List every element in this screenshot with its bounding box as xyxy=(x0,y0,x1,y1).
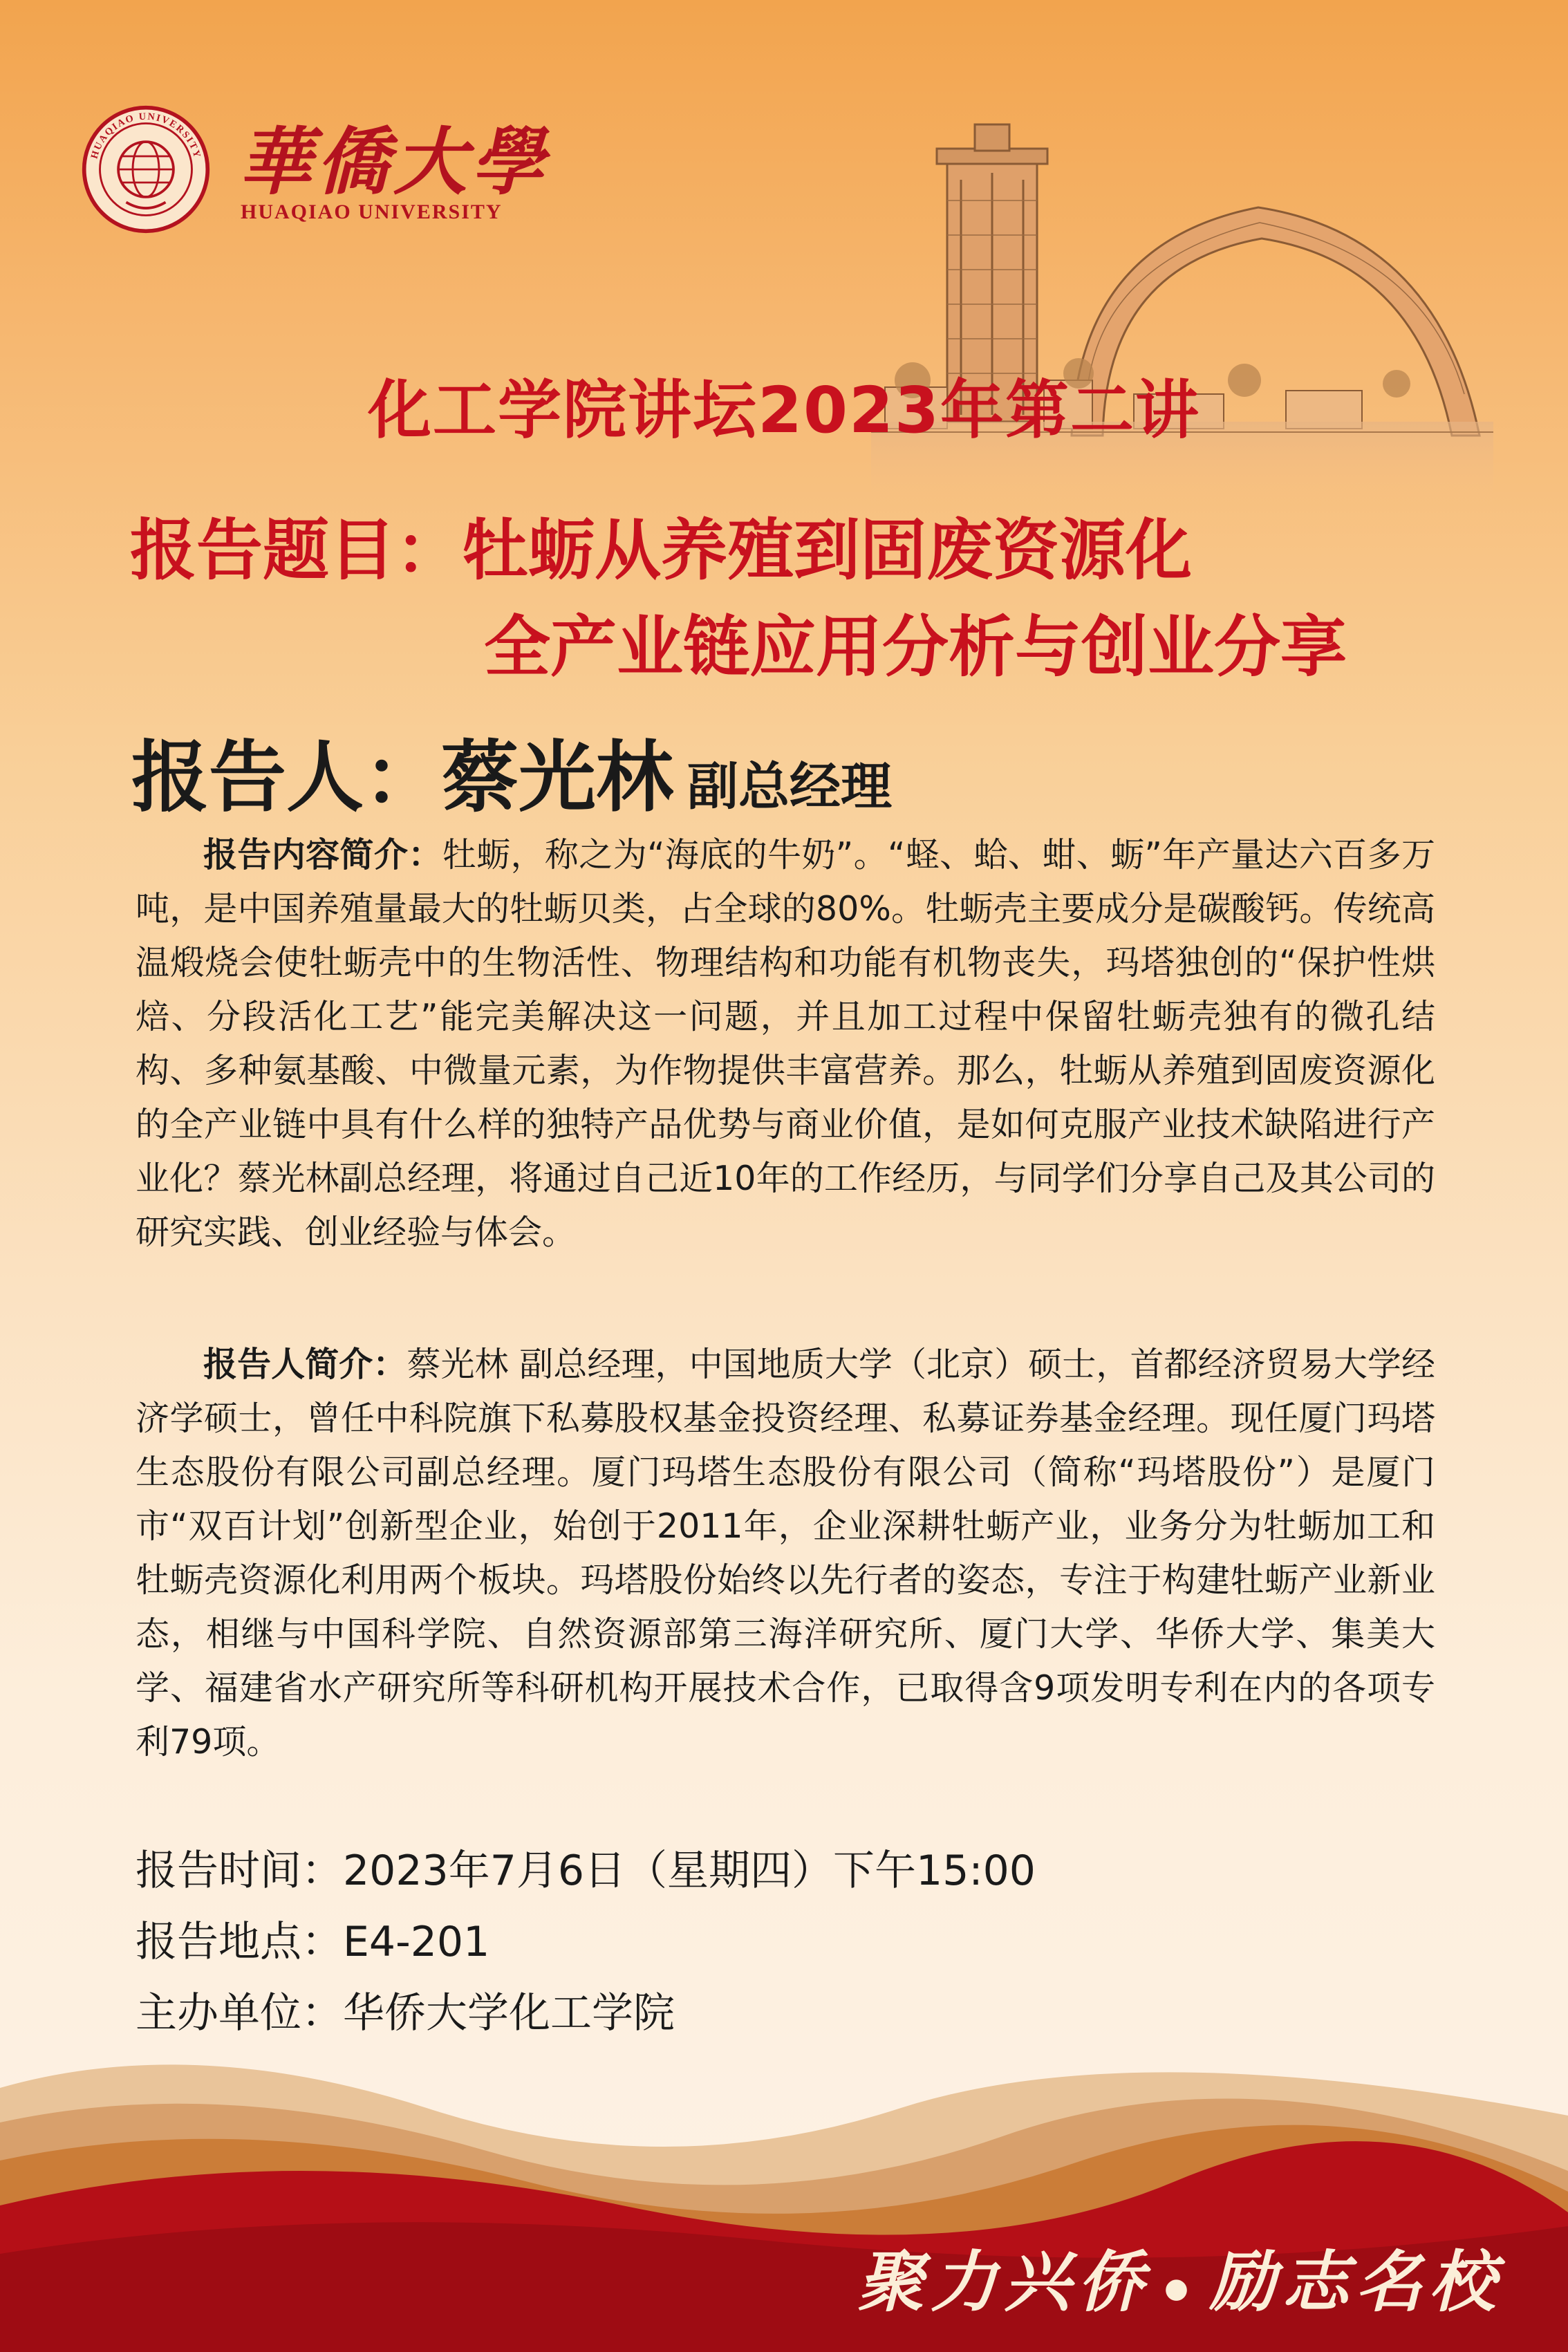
speaker-heading xyxy=(131,716,892,827)
bio-text: 蔡光林 副总经理，中国地质大学（北京）硕士，首都经济贸易大学经济学硕士，曾任中科院旗下私募股权基金投资经理、私募证券基金经理。现任厦门玛塔生态股份有限公司副总经理。厦门玛塔生态股份有限公司（简称“玛塔股份”）是厦门市“双百计划”创新型企业，始创于2011年，企业深耕牡蛎产业，业务分为牡蛎加工和牡蛎壳资源化利用两个板块。玛塔股份始终以先行者的姿态，专注于构建牡蛎产业新业态，相继与中国科学院、自然资源部第三海洋研究所、厦门大学、华侨大学、集美大学、福建省水产研究所等科研机构开展技术合作，已取得含9项发明专利在内的各项专利79项。 xyxy=(136,1345,1435,1762)
bio-label: 报告人简介： xyxy=(203,1345,407,1384)
svg-text:HUAQIAO UNIVERSITY: HUAQIAO UNIVERSITY xyxy=(88,111,203,160)
abstract-text: 牡蛎，称之为“海底的牛奶”。“蛏、蛤、蚶、蛎”年产量达六百多万吨，是中国养殖量最大的牡蛎贝类，占全球的80%。牡蛎壳主要成分是碳酸钙。传统高温煅烧会使牡蛎壳中的生物活性、物理结构和功能有机物丧失，玛塔独创的“保护性烘焙、分段活化工艺”能完美解决这一问题，并且加工过程中保留牡蛎壳独有的微孔结构、多种氨基酸、中微量元素，为作物提供丰富营养。那么，牡蛎从养殖到固废资源化的全产业链中具有什么样的独特产品优势与商业价值，是如何克服产业技术缺陷进行产业化？蔡光林副总经理，将通过自己近10年的工作经历，与同学们分享自己及其公司的研究实践、创业经验与体会。 xyxy=(136,835,1435,1252)
report-topic-line-2: 全产业链应用分析与创业分享 xyxy=(484,608,1347,686)
university-slogan xyxy=(857,2230,1502,2324)
abstract-label: 报告内容简介： xyxy=(203,835,442,875)
report-topic-line-1: 报告题目：牡蛎从养殖到固废资源化 xyxy=(130,512,1192,589)
slogan-part-1: 聚力兴侨 xyxy=(857,2243,1151,2321)
speaker-name: 报告人：蔡光林 xyxy=(131,732,673,823)
speaker-role: 副总经理 xyxy=(687,757,892,816)
abstract-paragraph xyxy=(136,828,1435,1260)
event-time: 报告时间：2023年7月6日（星期四）下午15:00 xyxy=(136,1847,1036,1895)
university-name-en: HUAQIAO UNIVERSITY xyxy=(241,200,503,223)
bio-paragraph xyxy=(136,1338,1435,1769)
university-name-cn: 華僑大學 xyxy=(239,118,548,205)
event-host: 主办单位：华侨大学化工学院 xyxy=(136,1989,675,2037)
lecture-series-title: 化工学院讲坛2023年第二讲 xyxy=(367,373,1201,447)
event-info xyxy=(136,1836,1036,2049)
event-place: 报告地点：E4-201 xyxy=(136,1918,490,1966)
slogan-part-2: 励志名校 xyxy=(1209,2243,1502,2321)
university-seal-logo xyxy=(80,104,212,235)
slogan-separator: ● xyxy=(1164,2271,1195,2304)
